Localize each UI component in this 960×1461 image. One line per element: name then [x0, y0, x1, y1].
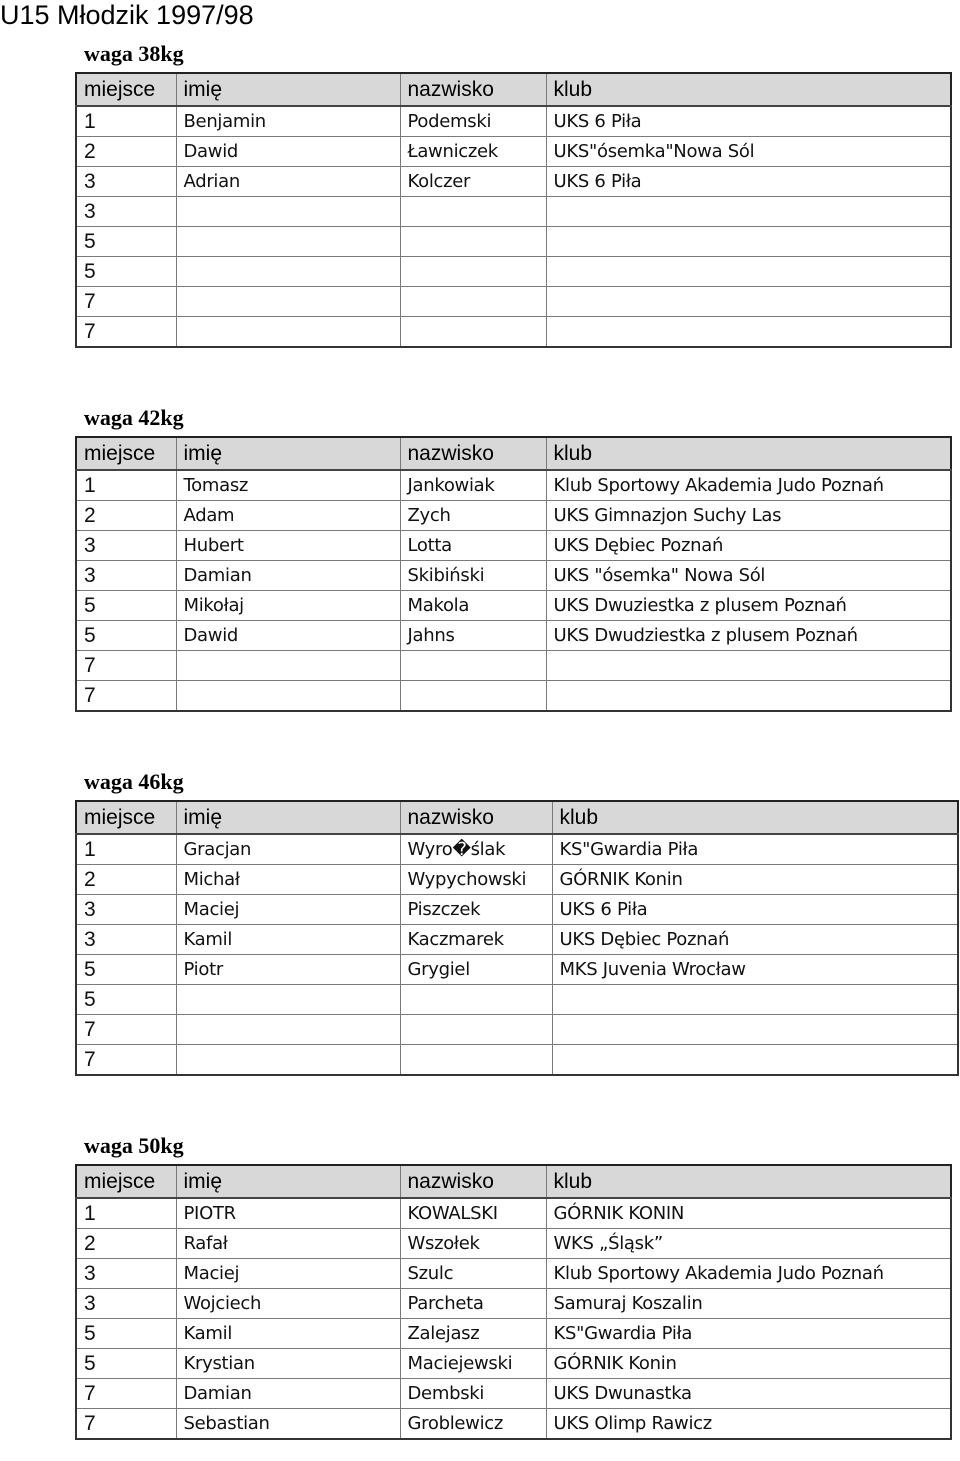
club-cell	[546, 197, 951, 227]
table-row	[76, 137, 951, 167]
first-name-cell: Hubert	[176, 531, 400, 561]
table-row	[76, 317, 951, 348]
column-header-first-name: imię	[176, 437, 400, 470]
last-name-cell	[400, 227, 546, 257]
club-cell: UKS Gimnazjon Suchy Las	[546, 501, 951, 531]
place-cell: 3	[76, 1289, 176, 1319]
place-cell: 3	[76, 197, 176, 227]
column-header-place: miejsce	[76, 1165, 176, 1198]
place-cell: 2	[76, 501, 176, 531]
place-cell: 7	[76, 1015, 176, 1045]
table-row	[76, 257, 951, 287]
table-row	[76, 985, 958, 1015]
first-name-cell: Adam	[176, 501, 400, 531]
last-name-cell: Dembski	[400, 1379, 546, 1409]
table-row	[76, 1289, 951, 1319]
place-cell: 7	[76, 1409, 176, 1440]
last-name-cell	[400, 985, 552, 1015]
column-header-place: miejsce	[76, 73, 176, 106]
club-cell: WKS „Śląsk”	[546, 1229, 951, 1259]
header-row	[76, 801, 958, 834]
club-cell: UKS Dębiec Poznań	[546, 531, 951, 561]
first-name-cell: Wojciech	[176, 1289, 400, 1319]
last-name-cell: KOWALSKI	[400, 1198, 546, 1229]
place-cell: 7	[76, 287, 176, 317]
last-name-cell: Jankowiak	[400, 470, 546, 501]
last-name-cell	[400, 317, 546, 348]
table-row	[76, 1379, 951, 1409]
first-name-cell: Tomasz	[176, 470, 400, 501]
last-name-cell: Kaczmarek	[400, 925, 552, 955]
first-name-cell	[176, 1015, 400, 1045]
table-row	[76, 1045, 958, 1076]
last-name-cell: Kolczer	[400, 167, 546, 197]
first-name-cell	[176, 257, 400, 287]
column-header-place: miejsce	[76, 801, 176, 834]
table-row	[76, 470, 951, 501]
club-cell	[546, 317, 951, 348]
column-header-last-name: nazwisko	[400, 73, 546, 106]
table-row	[76, 197, 951, 227]
first-name-cell: Piotr	[176, 955, 400, 985]
first-name-cell: Michał	[176, 865, 400, 895]
column-header-first-name: imię	[176, 1165, 400, 1198]
last-name-cell: Podemski	[400, 106, 546, 137]
first-name-cell	[176, 985, 400, 1015]
last-name-cell	[400, 651, 546, 681]
club-cell: MKS Juvenia Wrocław	[552, 955, 958, 985]
table-row	[76, 1349, 951, 1379]
results-table	[75, 1164, 952, 1440]
first-name-cell	[176, 651, 400, 681]
last-name-cell: Maciejewski	[400, 1349, 546, 1379]
table-row	[76, 1198, 951, 1229]
first-name-cell: Adrian	[176, 167, 400, 197]
column-header-first-name: imię	[176, 73, 400, 106]
place-cell: 5	[76, 1319, 176, 1349]
club-cell: UKS 6 Piła	[546, 106, 951, 137]
place-cell: 1	[76, 1198, 176, 1229]
first-name-cell: Maciej	[176, 895, 400, 925]
weight-section	[75, 36, 952, 348]
first-name-cell: Krystian	[176, 1349, 400, 1379]
section-title: waga 50kg	[84, 1133, 184, 1158]
first-name-cell	[176, 287, 400, 317]
last-name-cell: Wszołek	[400, 1229, 546, 1259]
place-cell: 2	[76, 137, 176, 167]
table-row	[76, 1015, 958, 1045]
place-cell: 5	[76, 257, 176, 287]
place-cell: 5	[76, 955, 176, 985]
club-cell	[552, 985, 958, 1015]
weight-section	[75, 1128, 952, 1440]
club-cell	[552, 1015, 958, 1045]
club-cell: UKS Dwuziestka z plusem Poznań	[546, 591, 951, 621]
weight-section	[75, 400, 952, 712]
header-row	[76, 1165, 951, 1198]
place-cell: 7	[76, 651, 176, 681]
first-name-cell: Rafał	[176, 1229, 400, 1259]
table-row	[76, 681, 951, 712]
section-title: waga 46kg	[84, 769, 184, 794]
last-name-cell: Zalejasz	[400, 1319, 546, 1349]
place-cell: 7	[76, 1045, 176, 1076]
last-name-cell: Ławniczek	[400, 137, 546, 167]
first-name-cell	[176, 317, 400, 348]
last-name-cell	[400, 1045, 552, 1076]
club-cell	[552, 1045, 958, 1076]
last-name-cell: Szulc	[400, 1259, 546, 1289]
club-cell	[546, 257, 951, 287]
club-cell: UKS Olimp Rawicz	[546, 1409, 951, 1440]
first-name-cell: Damian	[176, 561, 400, 591]
results-table	[75, 436, 952, 712]
club-cell: UKS 6 Piła	[546, 167, 951, 197]
place-cell: 2	[76, 865, 176, 895]
first-name-cell	[176, 227, 400, 257]
place-cell: 3	[76, 895, 176, 925]
column-header-place: miejsce	[76, 437, 176, 470]
table-row	[76, 955, 958, 985]
club-cell: UKS"ósemka"Nowa Sól	[546, 137, 951, 167]
column-header-last-name: nazwisko	[400, 801, 552, 834]
table-row	[76, 1229, 951, 1259]
last-name-cell: Groblewicz	[400, 1409, 546, 1440]
table-row	[76, 895, 958, 925]
club-cell: Klub Sportowy Akademia Judo Poznań	[546, 470, 951, 501]
table-row	[76, 651, 951, 681]
last-name-cell: Makola	[400, 591, 546, 621]
first-name-cell	[176, 1045, 400, 1076]
first-name-cell: Sebastian	[176, 1409, 400, 1440]
place-cell: 5	[76, 1349, 176, 1379]
last-name-cell: Wypychowski	[400, 865, 552, 895]
column-header-last-name: nazwisko	[400, 437, 546, 470]
place-cell: 1	[76, 470, 176, 501]
last-name-cell	[400, 197, 546, 227]
club-cell: UKS Dwunastka	[546, 1379, 951, 1409]
column-header-club: klub	[546, 73, 951, 106]
header-row	[76, 73, 951, 106]
last-name-cell: Piszczek	[400, 895, 552, 925]
column-header-first-name: imię	[176, 801, 400, 834]
table-row	[76, 834, 958, 865]
last-name-cell	[400, 287, 546, 317]
club-cell: GÓRNIK KONIN	[546, 1198, 951, 1229]
table-row	[76, 501, 951, 531]
place-cell: 2	[76, 1229, 176, 1259]
table-row	[76, 167, 951, 197]
column-header-club: klub	[546, 437, 951, 470]
section-title: waga 38kg	[84, 41, 184, 66]
place-cell: 5	[76, 227, 176, 257]
club-cell	[546, 651, 951, 681]
column-header-club: klub	[546, 1165, 951, 1198]
place-cell: 3	[76, 561, 176, 591]
club-cell	[546, 227, 951, 257]
club-cell: KS"Gwardia Piła	[552, 834, 958, 865]
table-row	[76, 591, 951, 621]
first-name-cell: Maciej	[176, 1259, 400, 1289]
place-cell: 1	[76, 106, 176, 137]
place-cell: 3	[76, 531, 176, 561]
place-cell: 5	[76, 985, 176, 1015]
table-row	[76, 227, 951, 257]
table-row	[76, 865, 958, 895]
results-table	[75, 72, 952, 348]
club-cell: UKS Dwudziestka z plusem Poznań	[546, 621, 951, 651]
table-row	[76, 925, 958, 955]
place-cell: 3	[76, 1259, 176, 1289]
page-title: U15 Młodzik 1997/98	[0, 0, 254, 30]
first-name-cell	[176, 197, 400, 227]
first-name-cell: Dawid	[176, 621, 400, 651]
last-name-cell: Zych	[400, 501, 546, 531]
place-cell: 3	[76, 925, 176, 955]
club-cell: Samuraj Koszalin	[546, 1289, 951, 1319]
place-cell: 5	[76, 591, 176, 621]
place-cell: 7	[76, 317, 176, 348]
place-cell: 7	[76, 681, 176, 712]
last-name-cell: Skibiński	[400, 561, 546, 591]
first-name-cell	[176, 681, 400, 712]
table-row	[76, 531, 951, 561]
last-name-cell: Jahns	[400, 621, 546, 651]
last-name-cell: Wyro�ślak	[400, 834, 552, 865]
last-name-cell	[400, 681, 546, 712]
last-name-cell	[400, 257, 546, 287]
column-header-last-name: nazwisko	[400, 1165, 546, 1198]
club-cell: UKS "ósemka" Nowa Sól	[546, 561, 951, 591]
club-cell: GÓRNIK Konin	[546, 1349, 951, 1379]
last-name-cell: Grygiel	[400, 955, 552, 985]
table-row	[76, 1409, 951, 1440]
table-row	[76, 561, 951, 591]
club-cell: GÓRNIK Konin	[552, 865, 958, 895]
first-name-cell: Kamil	[176, 1319, 400, 1349]
club-cell: KS"Gwardia Piła	[546, 1319, 951, 1349]
section-title: waga 42kg	[84, 405, 184, 430]
table-row	[76, 1259, 951, 1289]
club-cell: Klub Sportowy Akademia Judo Poznań	[546, 1259, 951, 1289]
table-row	[76, 1319, 951, 1349]
weight-section	[75, 764, 959, 1076]
header-row	[76, 437, 951, 470]
last-name-cell: Lotta	[400, 531, 546, 561]
results-table	[75, 800, 959, 1076]
place-cell: 7	[76, 1379, 176, 1409]
first-name-cell: Mikołaj	[176, 591, 400, 621]
last-name-cell: Parcheta	[400, 1289, 546, 1319]
table-row	[76, 287, 951, 317]
first-name-cell: Benjamin	[176, 106, 400, 137]
club-cell	[546, 287, 951, 317]
club-cell	[546, 681, 951, 712]
table-row	[76, 621, 951, 651]
club-cell: UKS 6 Piła	[552, 895, 958, 925]
place-cell: 3	[76, 167, 176, 197]
first-name-cell: Damian	[176, 1379, 400, 1409]
last-name-cell	[400, 1015, 552, 1045]
club-cell: UKS Dębiec Poznań	[552, 925, 958, 955]
place-cell: 5	[76, 621, 176, 651]
first-name-cell: PIOTR	[176, 1198, 400, 1229]
place-cell: 1	[76, 834, 176, 865]
column-header-club: klub	[552, 801, 958, 834]
first-name-cell: Dawid	[176, 137, 400, 167]
first-name-cell: Kamil	[176, 925, 400, 955]
first-name-cell: Gracjan	[176, 834, 400, 865]
table-row	[76, 106, 951, 137]
